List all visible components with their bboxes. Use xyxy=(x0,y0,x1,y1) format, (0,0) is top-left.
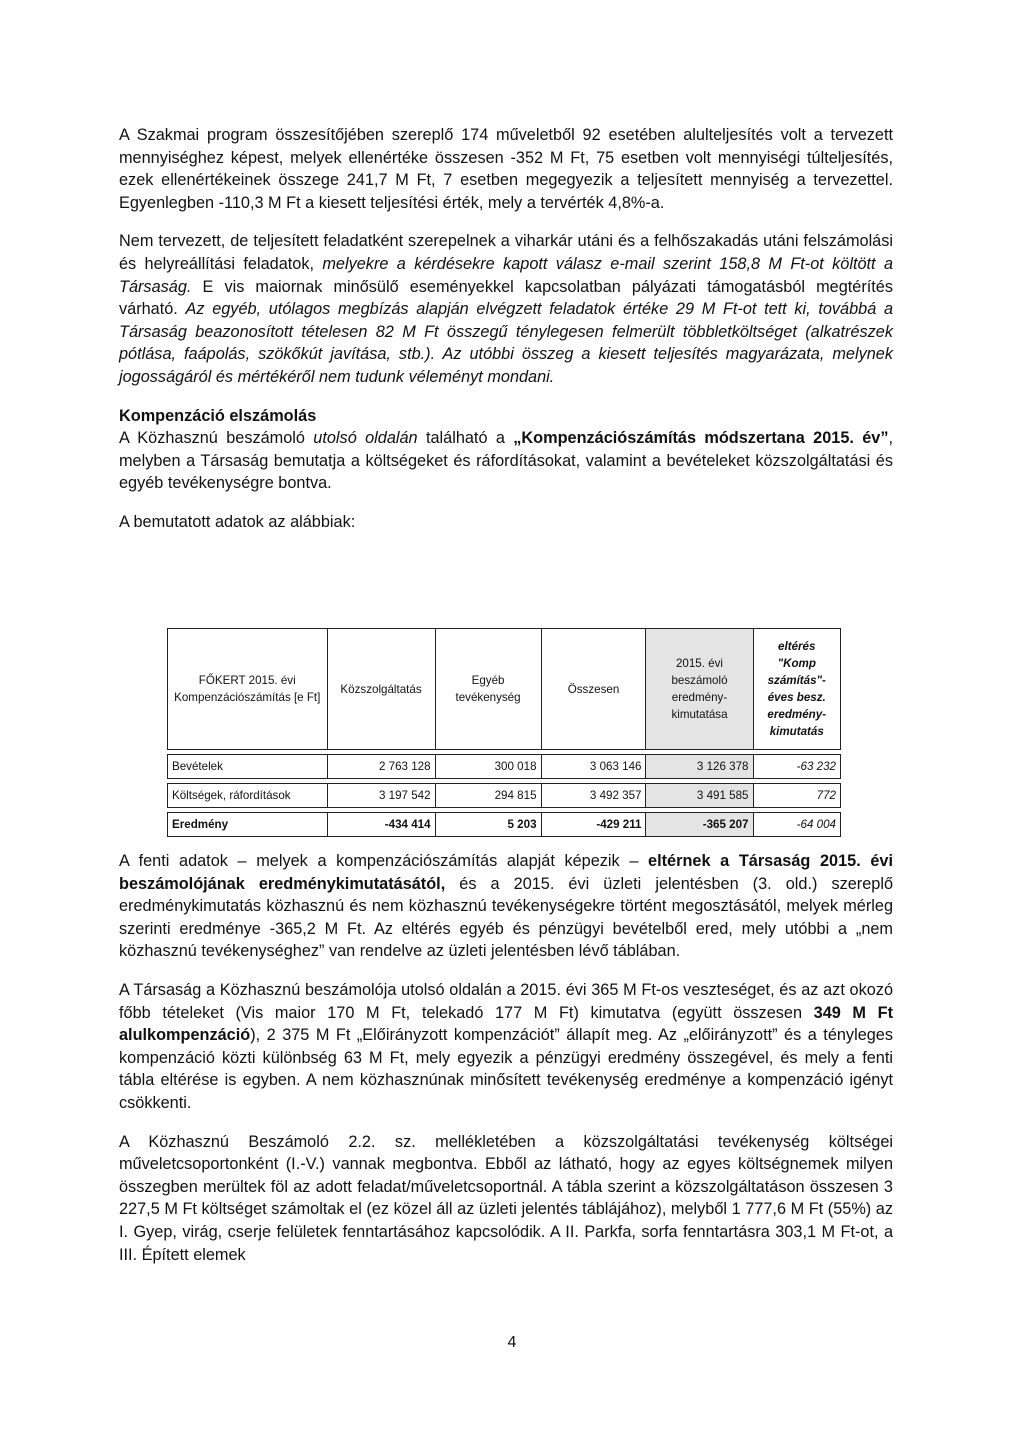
paragraph-data-lead: A bemutatott adatok az alábbiak: xyxy=(119,512,356,531)
header-elteres: eltérés "Komp számítás"-éves besz. eredmény-kimutatás xyxy=(753,629,841,750)
cell-kozszolgaltatas: -434 414 xyxy=(327,813,435,837)
paragraph-loss xyxy=(119,979,893,1115)
paragraph-differences xyxy=(119,850,893,963)
p3-text-e: , melyben a Társaság bemutatja a költségeket és ráfordításokat, valamint a bevételeket közszolgáltatási és egyéb tevékenységre bontva. xyxy=(119,429,894,493)
cell-osszesen: -429 211 xyxy=(541,813,646,837)
cell-beszamolo: -365 207 xyxy=(646,813,753,837)
p2-text-b: melyekre a kérdésekre kapott válasz e-mail szerint 158,8 M Ft-ot költött a Társaság. xyxy=(119,254,893,296)
cell-osszesen: 3 492 357 xyxy=(541,784,646,808)
header-beszamolo: 2015. évi beszámoló eredmény-kimutatása xyxy=(646,629,753,750)
row-label: Bevételek xyxy=(168,755,328,779)
cell-elteres: -63 232 xyxy=(753,755,841,779)
paragraph-compensation-intro xyxy=(119,427,893,495)
table-row xyxy=(168,813,841,837)
p6-text-b: 349 M Ft alulkompenzáció xyxy=(119,1003,893,1045)
cell-beszamolo: 3 126 378 xyxy=(646,755,753,779)
header-kozszolgaltatas: Közszolgáltatás xyxy=(327,629,435,750)
page-body-upper xyxy=(119,124,893,550)
p3-text-d: „Kompenzációszámítás módszertana 2015. év” xyxy=(513,429,889,448)
p3-text-a: A Közhasznú beszámoló xyxy=(119,429,314,448)
p2-text-c: E vis maiornak minősülő eseményekkel kapcsolatban pályázati támogatásból megtérítés várható. xyxy=(119,277,893,319)
cell-kozszolgaltatas: 3 197 542 xyxy=(327,784,435,808)
p6-text-a: A Társaság a Közhasznú beszámolója utolsó oldalán a 2015. évi 365 M Ft-os veszteséget, és az azt okozó főbb tételeket (Vis maior 170 M Ft, telekadó 177 M Ft) kimutatva (együtt összesen xyxy=(119,980,893,1022)
table-row xyxy=(168,755,841,779)
page-number: 4 xyxy=(507,1334,517,1351)
p2-text-a: Nem tervezett, de teljesített feladatként szerepelnek a viharkár utáni és a felhőszakadás utáni felszámolási és helyreállítási feladatok, xyxy=(119,232,893,273)
p2-text-d: Az egyéb, utólagos megbízás alapján elvégzett feladatok értéke 29 M Ft-ot tett ki, továbbá a Társaság beazonosított tételesen 82 M Ft összegű ténylegesen felmerült többletköltséget (alkatrészek pótlása, faápolás, szökőkút javítása, stb.). Az utóbbi összeg a kiesett teljesítés magyarázata, melynek jogosságáról és mértékéről nem tudunk véleményt mondani. xyxy=(119,300,893,386)
p3-text-b: utolsó oldalán xyxy=(313,429,418,448)
cell-beszamolo: 3 491 585 xyxy=(646,784,753,808)
p5-text-c: és a 2015. évi üzleti jelentésben (3. old.) szereplő eredménykimutatás közhasznú és nem közhasznú tevékenységekre történt megosztásától, melyek mérleg szerinti eredménye -365,2 M Ft. Az eltérés egyéb és pénzügyi bevételből ered, mely utóbbi a „nem közhasznú tevékenységhez” van rendelve az üzleti jelentésben lévő táblában. xyxy=(119,874,893,961)
paragraph-unplanned-tasks xyxy=(119,230,893,388)
p6-text-c: ), 2 375 M Ft „Előirányzott kompenzációt” állapít meg. Az „előirányzott” és a tényleges kompenzáció közti különbség 63 M Ft, mely egyezik a pénzügyi eredmény összegével, és mely a fenti tábla eltérése is egyben. A nem közhasznúnak minősített tevékenység eredménye a kompenzáció igényt csökkenti. xyxy=(119,1026,893,1112)
row-label: Költségek, ráfordítások xyxy=(168,784,328,808)
p5-text-a: A fenti adatok – melyek a kompenzációszámítás alapját képezik – xyxy=(119,852,649,870)
page-body-lower xyxy=(119,850,893,1266)
cell-egyeb: 294 815 xyxy=(435,784,541,808)
paragraph-program-summary: A Szakmai program összesítőjében szereplő 174 műveletből 92 esetében alulteljesítés volt a tervezett mennyiséghez képest, melyek ellenértéke összesen -352 M Ft, 75 esetben volt mennyiségi túlteljesítés, ezek ellenértékeinek összege 241,7 M Ft, 7 esetben megegyezik a teljesített mennyiség a tervezettel. Egyenlegben -110,3 M Ft a kiesett teljesítési érték, mely a tervérték 4,8%-a. xyxy=(119,126,893,212)
cell-osszesen: 3 063 146 xyxy=(541,755,646,779)
section-heading: Kompenzáció elszámolás xyxy=(119,406,317,425)
p5-text-b: eltérnek a Társaság 2015. évi beszámolójának eredménykimutatásától, xyxy=(119,852,893,893)
cell-elteres: -64 004 xyxy=(753,813,841,837)
cell-egyeb: 5 203 xyxy=(435,813,541,837)
table-row xyxy=(168,784,841,808)
table-header-row xyxy=(168,629,841,750)
cell-elteres: 772 xyxy=(753,784,841,808)
paragraph-cost-breakdown: A Közhasznú Beszámoló 2.2. sz. mellékletében a közszolgáltatási tevékenység költségei műveletcsoportonként (I.-V.) vannak megbontva. Ebből az látható, hogy az egyes költségnemek milyen összegben merültek föl az adott feladat/műveletcsoportnál. A tábla szerint a közszolgáltatáson összesen 3 227,5 M Ft költséget számoltak el (ez közel áll az üzleti jelentés táblájához), melyből 1 777,6 M Ft (55%) az I. Gyep, virág, cserje felületek fenntartásához kapcsolódik. A II. Parkfa, sorfa fenntartásra 303,1 M Ft-ot, a III. Épített elemek xyxy=(119,1132,893,1264)
header-osszesen: Összesen xyxy=(541,629,646,750)
header-kompenzacio: FŐKERT 2015. évi Kompenzációszámítás [e Ft] xyxy=(168,629,328,750)
row-label: Eredmény xyxy=(168,813,328,837)
cell-egyeb: 300 018 xyxy=(435,755,541,779)
cell-kozszolgaltatas: 2 763 128 xyxy=(327,755,435,779)
p3-text-c: található a xyxy=(417,429,514,448)
compensation-table xyxy=(167,628,841,837)
header-egyeb: Egyéb tevékenység xyxy=(435,629,541,750)
